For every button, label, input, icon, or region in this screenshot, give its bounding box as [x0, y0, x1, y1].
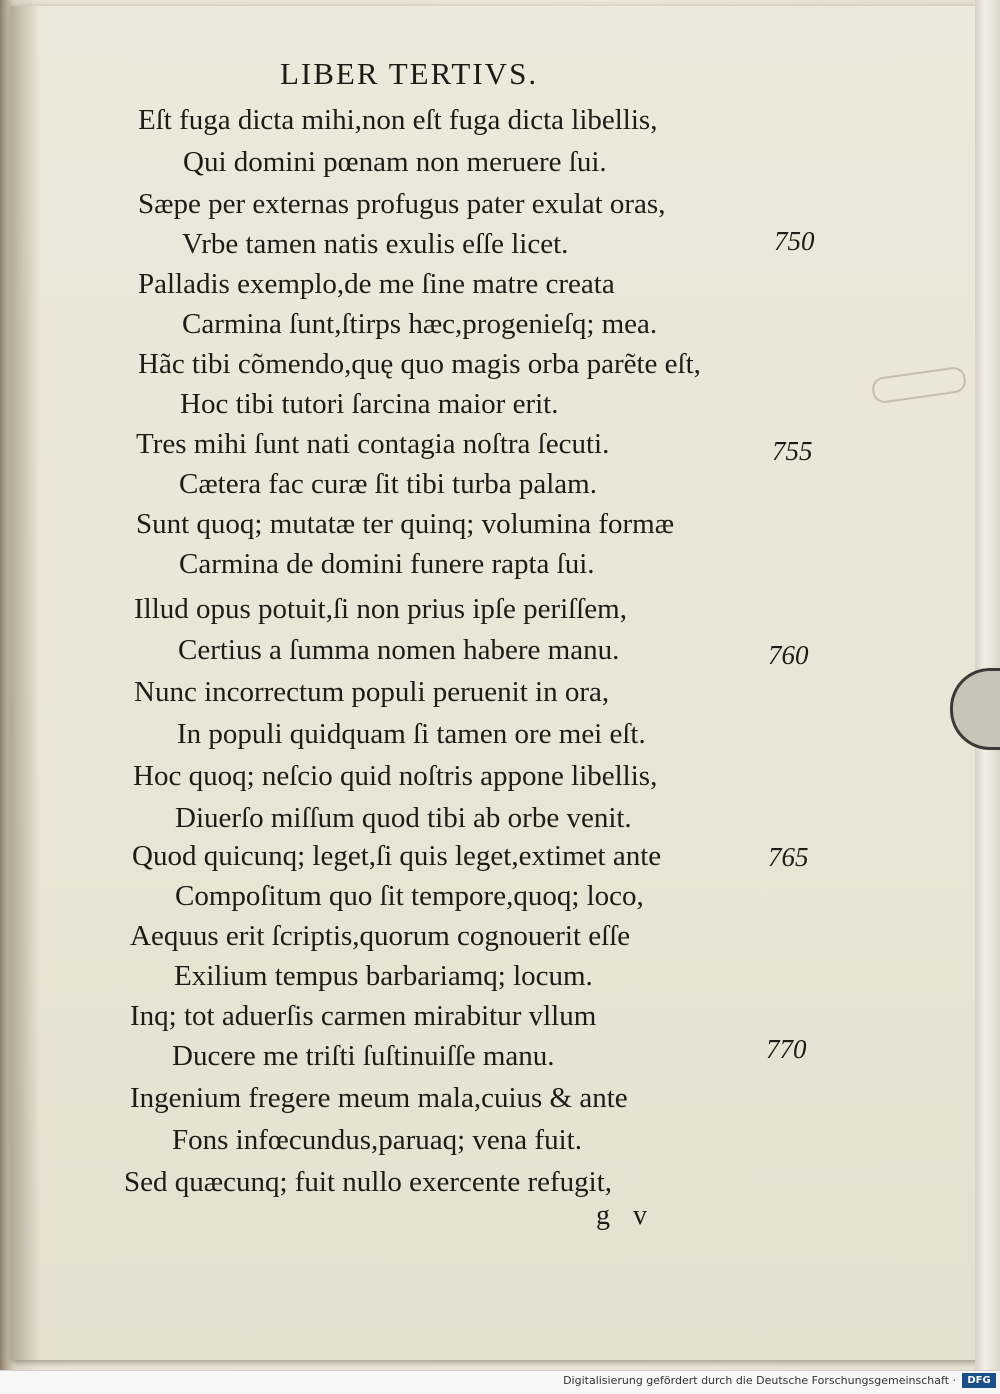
- verse-line: Carmina ſunt,ſtirps hæc,progenieſq; mea.: [182, 308, 658, 340]
- verse-line: Sæpe per externas profugus pater exulat oras,: [138, 188, 666, 220]
- verse-line: Palladis exemplo,de me ſine matre creata: [138, 268, 615, 300]
- verse-line: Cætera fac curæ ſit tibi turba palam.: [179, 468, 597, 500]
- line-number: 750: [774, 226, 815, 256]
- verse-line: Inq; tot aduerſis carmen mirabitur vllum: [130, 1000, 597, 1032]
- verse-line: Diuerſo miſſum quod tibi ab orbe venit.: [175, 802, 632, 834]
- line-number: 770: [766, 1034, 807, 1064]
- verse-line: Qui domini pœnam non meruere ſui.: [183, 146, 607, 178]
- verse-line: Illud opus potuit,ſi non prius ipſe periſſem,: [134, 593, 627, 625]
- verse-line: Hoc tibi tutori ſarcina maior erit.: [180, 388, 559, 420]
- verse-line: Sed quæcunq; fuit nullo exercente refugit,: [124, 1166, 613, 1198]
- verse-line: Tres mihi ſunt nati contagia noſtra ſecuti.: [136, 428, 610, 460]
- verse-line: Fons infœcundus,paruaq; vena fuit.: [172, 1124, 582, 1156]
- verse-line: Aequus erit ſcriptis,quorum cognouerit eſſe: [130, 920, 631, 952]
- signature-mark: g v: [596, 1200, 655, 1231]
- funding-credit: Digitalisierung gefördert durch die Deutsche Forschungsgemeinschaft ·: [563, 1374, 956, 1387]
- verse-line: Vrbe tamen natis exulis eſſe licet.: [182, 228, 569, 260]
- verse-line: Nunc incorrectum populi peruenit in ora,: [134, 676, 610, 708]
- verse-line: Certius a ſumma nomen habere manu.: [178, 634, 620, 666]
- dfg-logo: DFG: [962, 1373, 996, 1388]
- verse-line: Ingenium fregere meum mala,cuius & ante: [130, 1082, 628, 1114]
- verse-line: Quod quicunq; leget,ſi quis leget,extimet ante: [132, 840, 662, 872]
- verse-line: Hãc tibi cõmendo,quę quo magis orba parẽte eſt,: [138, 348, 701, 380]
- verse-line: Hoc quoq; neſcio quid noſtris appone libellis,: [133, 760, 658, 792]
- verse-line: Sunt quoq; mutatæ ter quinq; volumina formæ: [136, 508, 675, 540]
- verse-line: Carmina de domini funere rapta ſui.: [179, 548, 595, 580]
- line-number: 755: [772, 436, 813, 466]
- line-number: 765: [768, 842, 809, 872]
- verse-line: Ducere me triſti ſuſtinuiſſe manu.: [172, 1040, 555, 1072]
- verse-line: In populi quidquam ſi tamen ore mei eſt.: [177, 718, 646, 750]
- verse-line: Compoſitum quo ſit tempore,quoq; loco,: [175, 880, 644, 912]
- page-gutter-shadow: [10, 6, 40, 1360]
- verse-line: Eſt fuga dicta mihi,non eſt fuga dicta libellis,: [138, 104, 658, 136]
- line-number: 760: [768, 640, 809, 670]
- verse-line: Exilium tempus barbariamq; locum.: [174, 960, 593, 992]
- running-head: LIBER TERTIVS.: [280, 56, 539, 91]
